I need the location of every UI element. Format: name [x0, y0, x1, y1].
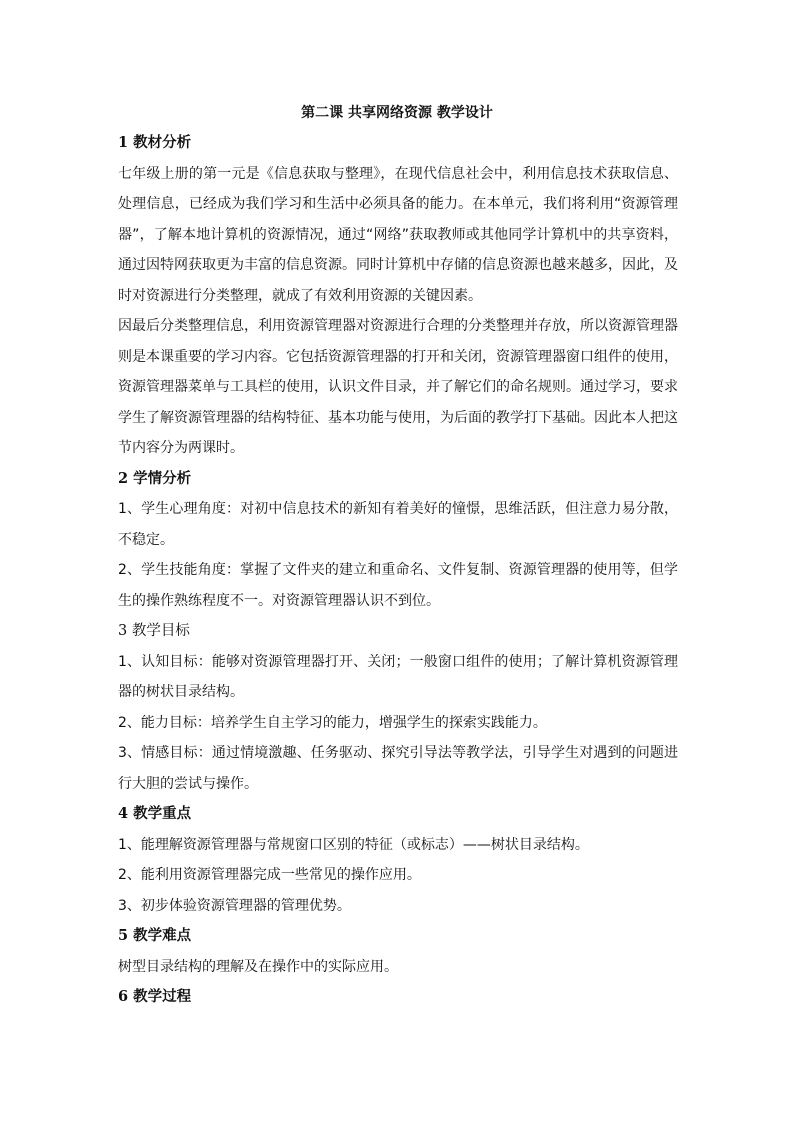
paragraph: 3、初步体验资源管理器的管理优势。 [118, 897, 351, 914]
paragraph: 树型目录结构的理解及在操作中的实际应用。 [118, 958, 398, 975]
paragraph: 1、能理解资源管理器与常规窗口区别的特征（或标志）——树状目录结构。 [118, 836, 589, 853]
section-heading-teaching-difficulty: 5 教学难点 [118, 927, 192, 944]
paragraph: 3、情感目标：通过情境激趣、任务驱动、探究引导法等教学法，引导学生对遇到的问题进行大胆的尝试与操作。 [118, 745, 678, 792]
paragraph: 七年级上册的第一元是《信息获取与整理》，在现代信息社会中，利用信息技术获取信息、处理信息，已经成为我们学习和生活中必须具备的能力。在本单元，我们将利用“资源管理器”，了解本地计算机的资源情况，通过“网络”获取教师或其他同学计算机中的共享资料，通过因特网获取更为丰富的信息资源。同时计算机中存储的信息资源也越来越多，因此，及时对资源进行分类整理，就成了有效利用资源的关键因素。 [118, 165, 678, 304]
paragraph: 2、能力目标：培养学生自主学习的能力，增强学生的探索实践能力。 [118, 714, 547, 731]
section-heading-teaching-process: 6 教学过程 [118, 988, 192, 1005]
paragraph: 因最后分类整理信息，利用资源管理器对资源进行合理的分类整理并存放，所以资源管理器则是本课重要的学习内容。它包括资源管理器的打开和关闭，资源管理器窗口组件的使用，资源管理器菜单与工具栏的使用，认识文件目录，并了解它们的命名规则。通过学习，要求学生了解资源管理器的结构特征、基本功能与使用，为后面的教学打下基础。因此本人把这节内容分为两课时。 [118, 318, 678, 456]
document-title: 第二课 共享网络资源 教学设计 [301, 105, 493, 121]
section-heading-teaching-focus: 4 教学重点 [118, 805, 192, 822]
section-heading-textbook-analysis: 1 教材分析 [118, 134, 192, 151]
paragraph: 2、学生技能角度：掌握了文件夹的建立和重命名、文件复制、资源管理器的使用等，但学生的操作熟练程度不一。对资源管理器认识不到位。 [118, 562, 678, 609]
document-body [118, 128, 678, 1013]
paragraph: 1、学生心理角度：对初中信息技术的新知有着美好的憧憬，思维活跃，但注意力易分散，不稳定。 [118, 501, 678, 548]
section-heading-student-analysis: 2 学情分析 [118, 469, 192, 487]
section-heading-teaching-objectives: 3 教学目标 [118, 623, 190, 639]
paragraph: 1、认知目标：能够对资源管理器打开、关闭；一般窗口组件的使用；了解计算机资源管理器的树状目录结构。 [118, 653, 678, 700]
paragraph: 2、能利用资源管理器完成一些常见的操作应用。 [118, 867, 421, 883]
